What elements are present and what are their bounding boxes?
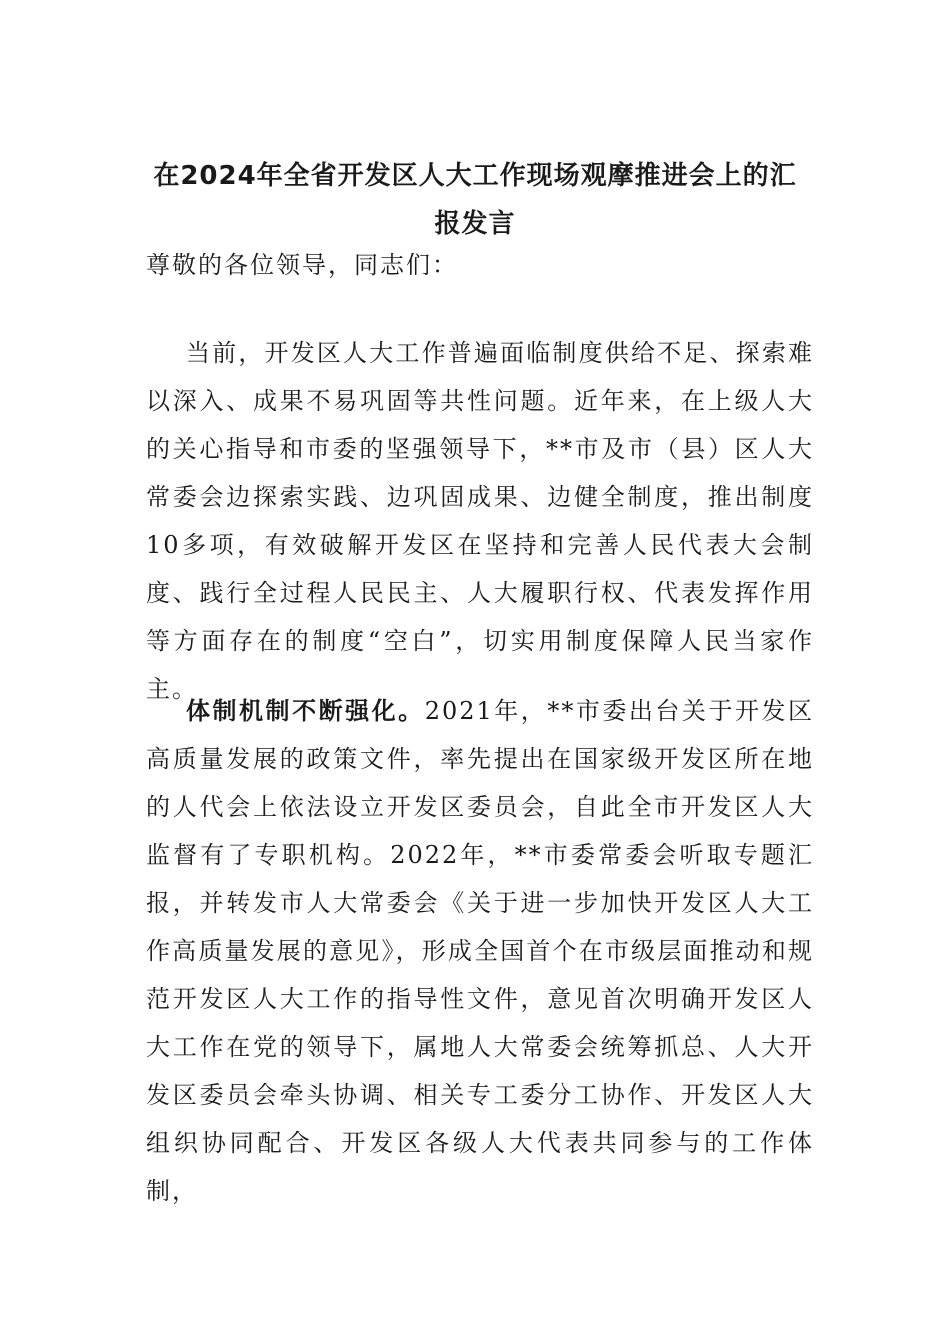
document-title: 在2024年全省开发区人大工作现场观摩推进会上的汇报发言 <box>153 161 797 239</box>
paragraph-lead-heading: 体制机制不断强化。 <box>186 697 425 725</box>
paragraph-intro: 当前，开发区人大工作普遍面临制度供给不足、探索难以深入、成果不易巩固等共性问题。近年来，在上级人大的关心指导和市委的坚强领导下，**市及市（县）区人大常委会边探索实践、边巩固成果、边健全制度，推出制度10多项，有效破解开发区在坚持和完善人民代表大会制度、践行全过程人民民主、人大履职行权、代表发挥作用等方面存在的制度“空白”，切实用制度保障人民当家作主。 <box>146 339 814 703</box>
paragraph-institution <box>146 687 814 1215</box>
salutation: 尊敬的各位领导，同志们： <box>146 251 458 279</box>
paragraph-body-text: 2021年，**市委出台关于开发区高质量发展的政策文件，率先提出在国家级开发区所在地的人代会上依法设立开发区委员会，自此全市开发区人大监督有了专职机构。2022年，**市委常委会听取专题汇报，并转发市人大常委会《关于进一步加快开发区人大工作高质量发展的意见》，形成全国首个在市级层面推动和规范开发区人大工作的指导性文件，意见首次明确开发区人大工作在党的领导下，属地人大常委会统筹抓总、人大开发区委员会牵头协调、相关专工委分工协作、开发区人大组织协同配合、开发区各级人大代表共同参与的工作体制， <box>146 697 815 1205</box>
